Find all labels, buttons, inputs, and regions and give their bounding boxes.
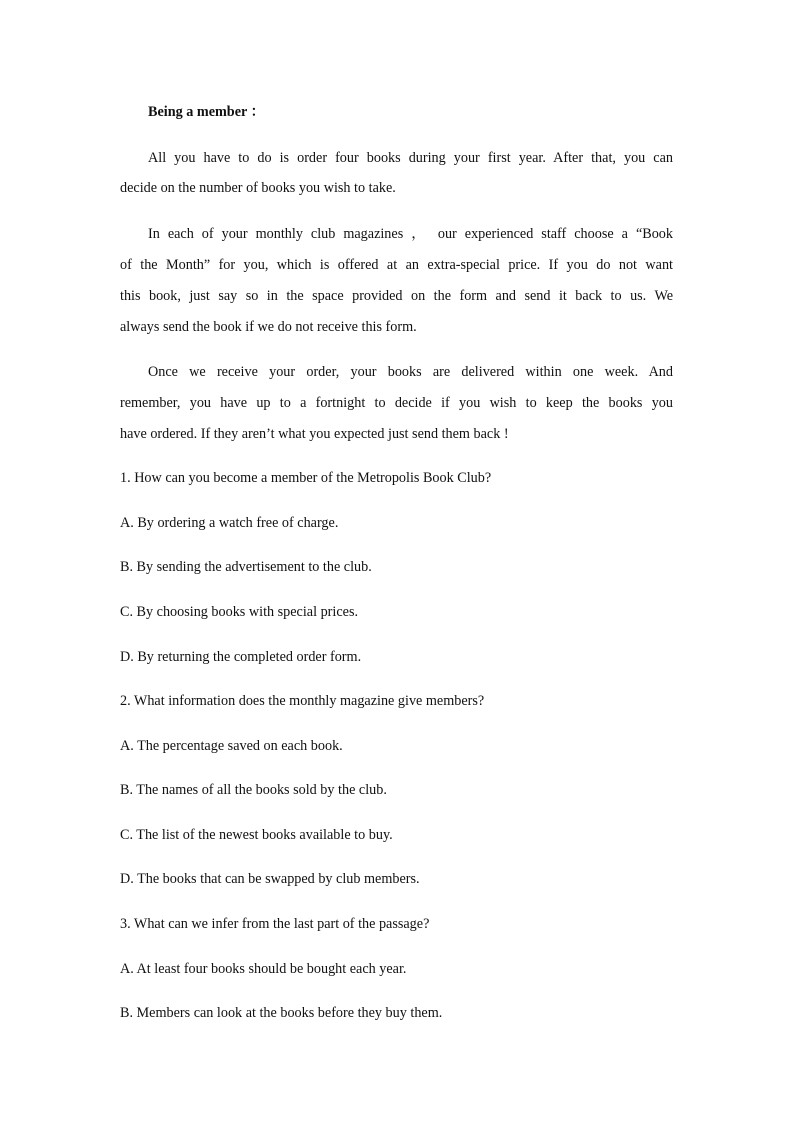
paragraph-3-line-2: remember, you have up to a fortnight to decide if you wish to keep the books you [120,395,673,411]
section-heading: Being a member ： [148,104,265,120]
question-3-option-b: B. Members can look at the books before they buy them. [120,1005,443,1021]
question-2-option-c: C. The list of the newest books available to buy. [120,827,393,843]
question-1-stem: 1. How can you become a member of the Metropolis Book Club? [120,470,492,486]
question-1-option-d: D. By returning the completed order form. [120,649,362,665]
question-2-option-a: A. The percentage saved on each book. [120,738,343,754]
paragraph-1-line-2: decide on the number of books you wish to take. [120,180,396,196]
question-3-option-a: A. At least four books should be bought each year. [120,961,407,977]
paragraph-2-line-3: this book, just say so in the space provided on the form and send it back to us. We [120,288,673,304]
question-2-stem: 2. What information does the monthly magazine give members? [120,693,485,709]
question-2-option-b: B. The names of all the books sold by the club. [120,782,387,798]
question-1-option-c: C. By choosing books with special prices. [120,604,359,620]
paragraph-1-line-1: All you have to do is order four books during your first year. After that, you can [148,150,673,166]
paragraph-3-line-3: have ordered. If they aren’t what you expected just send them back ! [120,426,509,442]
question-3-stem: 3. What can we infer from the last part of the passage? [120,916,430,932]
paragraph-2-line-1: In each of your monthly club magazines ， our experienced staff choose a “Book [148,226,673,242]
paragraph-2-line-2: of the Month” for you, which is offered at an extra-special price. If you do not want [120,257,673,273]
paragraph-3-line-1: Once we receive your order, your books are delivered within one week. And [148,364,673,380]
question-2-option-d: D. The books that can be swapped by club members. [120,871,420,887]
paragraph-2-line-4: always send the book if we do not receive this form. [120,319,417,335]
question-1-option-a: A. By ordering a watch free of charge. [120,515,339,531]
question-1-option-b: B. By sending the advertisement to the club. [120,559,372,575]
